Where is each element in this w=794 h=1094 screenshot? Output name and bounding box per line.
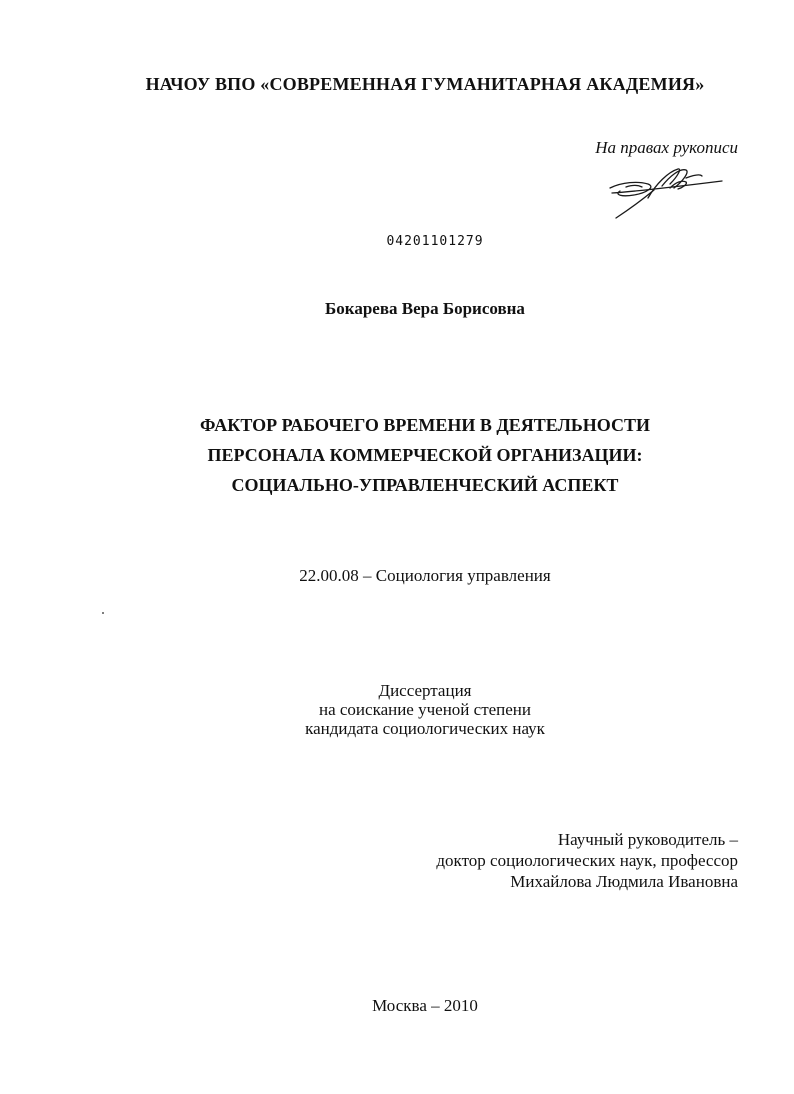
supervisor-line: доктор социологических наук, профессор xyxy=(436,851,738,870)
title-line: СОЦИАЛЬНО-УПРАВЛЕНЧЕСКИЙ АСПЕКТ xyxy=(231,475,619,495)
document-number: 04201101279 xyxy=(386,234,484,249)
signature-icon xyxy=(582,162,732,222)
supervisor-block xyxy=(436,829,738,892)
author-name: Бокарева Вера Борисовна xyxy=(325,299,525,318)
manuscript-note: На правах рукописи xyxy=(595,138,738,157)
city-year: Москва – 2010 xyxy=(372,996,478,1015)
degree-line: на соискание ученой степени xyxy=(318,700,532,719)
supervisor-line: Научный руководитель – xyxy=(557,830,738,849)
degree-line: Диссертация xyxy=(378,681,472,700)
degree-statement xyxy=(0,681,794,738)
title-line: ФАКТОР РАБОЧЕГО ВРЕМЕНИ В ДЕЯТЕЛЬНОСТИ xyxy=(199,415,651,435)
degree-line: кандидата социологических наук xyxy=(305,719,545,738)
title-line: ПЕРСОНАЛА КОММЕРЧЕСКОЙ ОРГАНИЗАЦИИ: xyxy=(207,445,643,465)
scan-dot xyxy=(102,612,104,614)
specialty-code: 22.00.08 – Социология управления xyxy=(299,566,551,585)
dissertation-title xyxy=(0,410,794,500)
supervisor-line: Михайлова Людмила Ивановна xyxy=(510,872,738,891)
institution-name: НАЧОУ ВПО «СОВРЕМЕННАЯ ГУМАНИТАРНАЯ АКАДЕМИЯ» xyxy=(145,74,705,94)
